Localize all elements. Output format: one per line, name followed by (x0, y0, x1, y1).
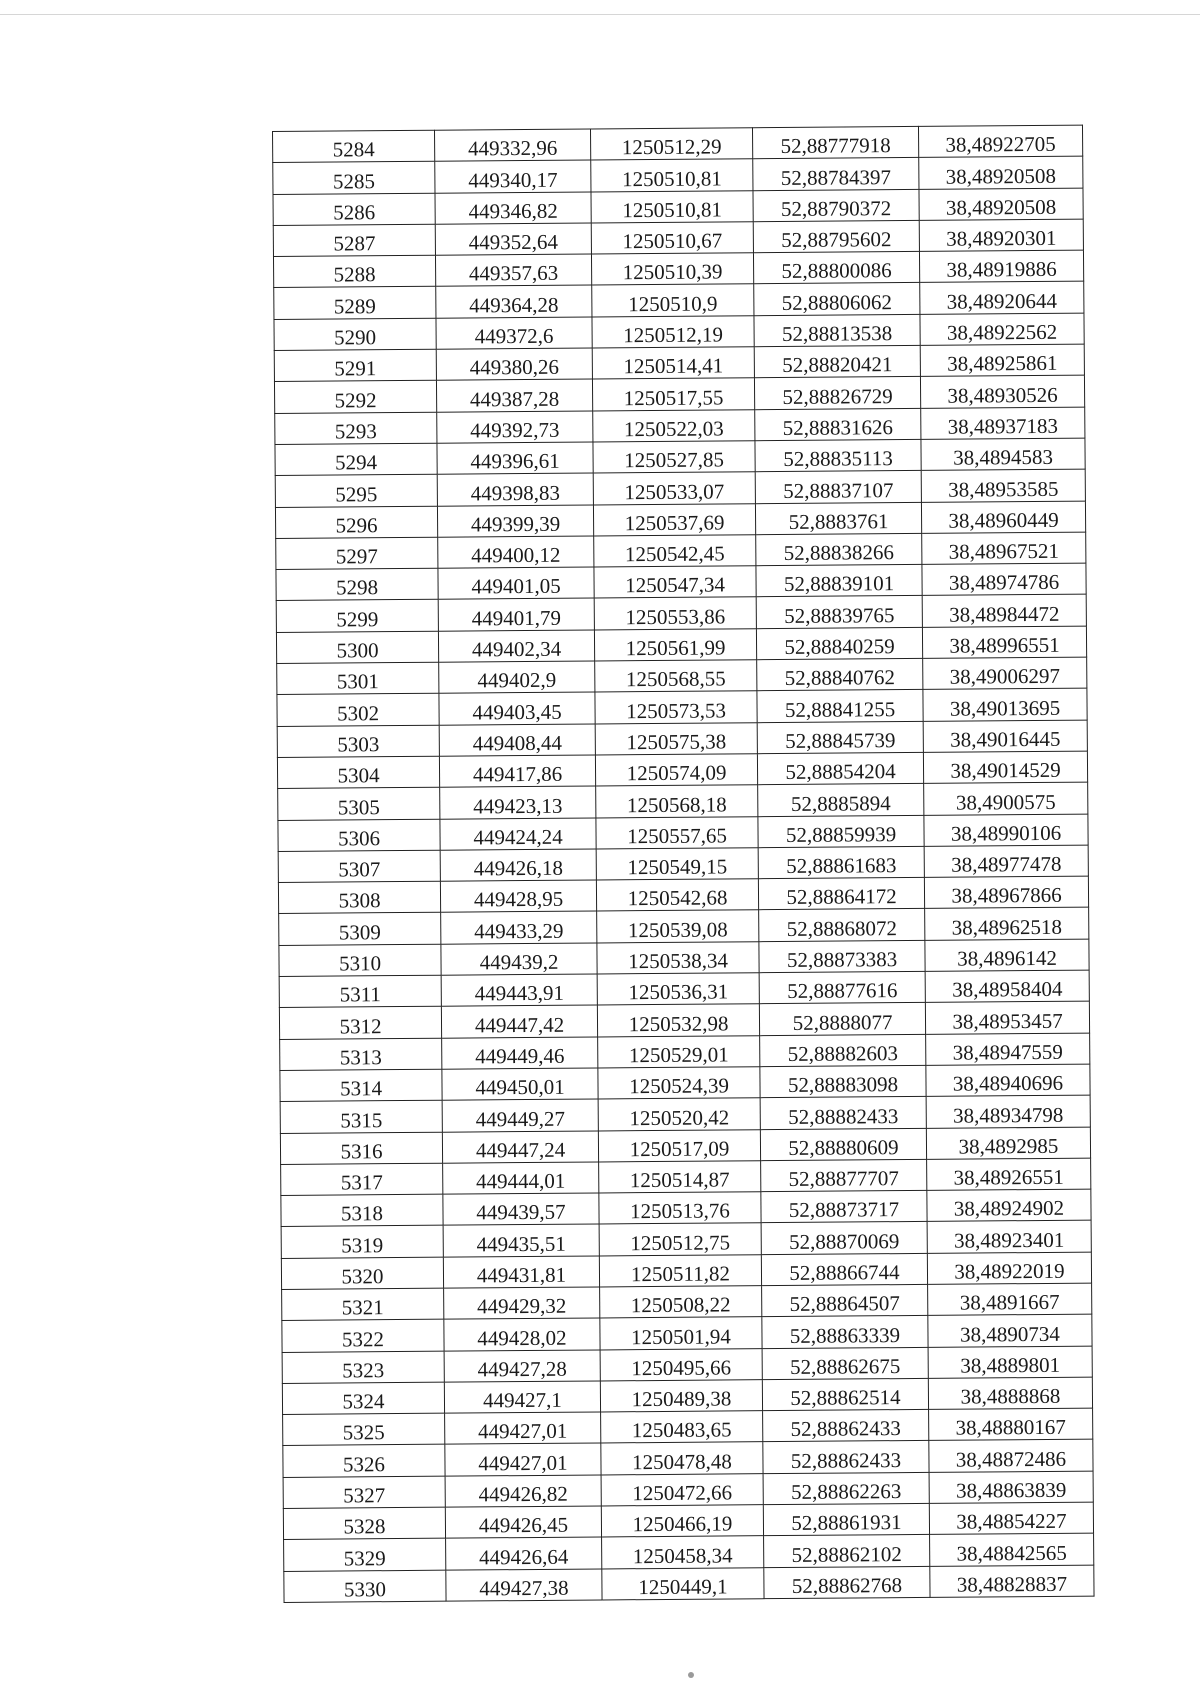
scan-edge-line (0, 14, 1200, 15)
latitude-cell: 52,88882603 (760, 1034, 926, 1067)
x-coordinate-cell: 449401,05 (438, 567, 594, 600)
x-coordinate-cell: 449400,12 (438, 536, 594, 569)
x-coordinate-cell: 449392,73 (437, 411, 593, 444)
longitude-cell: 38,48920508 (919, 156, 1083, 189)
point-number-cell: 5320 (281, 1257, 443, 1290)
x-coordinate-cell: 449357,63 (435, 254, 591, 287)
longitude-cell: 38,4889801 (928, 1346, 1092, 1379)
longitude-cell: 38,48947559 (926, 1033, 1090, 1066)
point-number-cell: 5327 (283, 1476, 445, 1509)
latitude-cell: 52,88862433 (763, 1441, 929, 1474)
longitude-cell: 38,48967866 (924, 876, 1088, 909)
point-number-cell: 5287 (273, 224, 435, 257)
y-coordinate-cell: 1250512,75 (599, 1223, 761, 1256)
y-coordinate-cell: 1250549,15 (596, 848, 758, 881)
latitude-cell: 52,88831626 (755, 408, 921, 441)
longitude-cell: 38,48919886 (919, 250, 1083, 283)
latitude-cell: 52,8888077 (759, 1003, 925, 1036)
y-coordinate-cell: 1250527,85 (593, 441, 755, 474)
x-coordinate-cell: 449426,18 (440, 849, 596, 882)
longitude-cell: 38,48958404 (925, 970, 1089, 1003)
x-coordinate-cell: 449398,83 (437, 473, 593, 506)
y-coordinate-cell: 1250501,94 (600, 1317, 762, 1350)
point-number-cell: 5310 (279, 944, 441, 977)
longitude-cell: 38,48930526 (920, 376, 1084, 409)
point-number-cell: 5293 (275, 412, 437, 445)
longitude-cell: 38,49006297 (923, 657, 1087, 690)
point-number-cell: 5290 (274, 318, 436, 351)
latitude-cell: 52,88806062 (754, 283, 920, 316)
longitude-cell: 38,48854227 (929, 1502, 1093, 1535)
longitude-cell: 38,48920644 (920, 282, 1084, 315)
x-coordinate-cell: 449426,64 (446, 1537, 602, 1570)
latitude-cell: 52,88859939 (758, 815, 924, 848)
point-number-cell: 5289 (274, 287, 436, 320)
longitude-cell: 38,48934798 (926, 1095, 1090, 1128)
y-coordinate-cell: 1250510,81 (591, 190, 753, 223)
point-number-cell: 5301 (277, 662, 439, 695)
x-coordinate-cell: 449450,01 (442, 1068, 598, 1101)
y-coordinate-cell: 1250517,55 (592, 378, 754, 411)
point-number-cell: 5297 (276, 537, 438, 570)
longitude-cell: 38,4900575 (924, 782, 1088, 815)
y-coordinate-cell: 1250539,08 (597, 910, 759, 943)
x-coordinate-cell: 449428,02 (444, 1318, 600, 1351)
latitude-cell: 52,88873717 (761, 1190, 927, 1223)
longitude-cell: 38,4891667 (928, 1283, 1092, 1316)
latitude-cell: 52,88868072 (759, 909, 925, 942)
y-coordinate-cell: 1250513,76 (599, 1192, 761, 1225)
y-coordinate-cell: 1250510,9 (592, 284, 754, 317)
latitude-cell: 52,88866744 (761, 1253, 927, 1286)
longitude-cell: 38,48990106 (924, 814, 1088, 847)
y-coordinate-cell: 1250542,68 (596, 879, 758, 912)
x-coordinate-cell: 449332,96 (434, 129, 590, 162)
x-coordinate-cell: 449346,82 (435, 192, 591, 225)
longitude-cell: 38,48922705 (918, 125, 1082, 158)
y-coordinate-cell: 1250510,67 (591, 222, 753, 255)
longitude-cell: 38,48842565 (930, 1533, 1094, 1566)
y-coordinate-cell: 1250472,66 (601, 1473, 763, 1506)
longitude-cell: 38,48967521 (922, 532, 1086, 565)
longitude-cell: 38,48926551 (927, 1158, 1091, 1191)
x-coordinate-cell: 449429,32 (444, 1287, 600, 1320)
latitude-cell: 52,88862102 (764, 1535, 930, 1568)
y-coordinate-cell: 1250575,38 (595, 722, 757, 755)
y-coordinate-cell: 1250568,18 (596, 785, 758, 818)
longitude-cell: 38,49013695 (923, 688, 1087, 721)
latitude-cell: 52,88862433 (763, 1410, 929, 1443)
longitude-cell: 38,48996551 (922, 626, 1086, 659)
longitude-cell: 38,4890734 (928, 1314, 1092, 1347)
longitude-cell: 38,48940696 (926, 1064, 1090, 1097)
y-coordinate-cell: 1250483,65 (601, 1411, 763, 1444)
longitude-cell: 38,48974786 (922, 563, 1086, 596)
x-coordinate-cell: 449387,28 (436, 379, 592, 412)
longitude-cell: 38,48962518 (925, 908, 1089, 941)
point-number-cell: 5324 (282, 1382, 444, 1415)
point-number-cell: 5294 (275, 443, 437, 476)
y-coordinate-cell: 1250489,38 (600, 1380, 762, 1413)
latitude-cell: 52,88800086 (753, 252, 919, 285)
longitude-cell: 38,48863839 (929, 1471, 1093, 1504)
y-coordinate-cell: 1250542,45 (594, 535, 756, 568)
latitude-cell: 52,88864172 (758, 878, 924, 911)
latitude-cell: 52,88854204 (757, 752, 923, 785)
y-coordinate-cell: 1250568,55 (595, 660, 757, 693)
latitude-cell: 52,88862263 (763, 1472, 929, 1505)
latitude-cell: 52,88877616 (759, 971, 925, 1004)
point-number-cell: 5316 (280, 1132, 442, 1165)
x-coordinate-cell: 449444,01 (443, 1162, 599, 1195)
y-coordinate-cell: 1250532,98 (597, 1004, 759, 1037)
point-number-cell: 5319 (281, 1226, 443, 1259)
x-coordinate-cell: 449401,79 (438, 598, 594, 631)
latitude-cell: 52,88813538 (754, 314, 920, 347)
longitude-cell: 38,48872486 (929, 1440, 1093, 1473)
x-coordinate-cell: 449372,6 (436, 317, 592, 350)
x-coordinate-cell: 449399,39 (437, 505, 593, 538)
y-coordinate-cell: 1250538,34 (597, 941, 759, 974)
y-coordinate-cell: 1250478,48 (601, 1442, 763, 1475)
y-coordinate-cell: 1250510,39 (591, 253, 753, 286)
longitude-cell: 38,48923401 (927, 1220, 1091, 1253)
latitude-cell: 52,88840762 (757, 658, 923, 691)
point-number-cell: 5309 (279, 913, 441, 946)
latitude-cell: 52,88835113 (755, 439, 921, 472)
x-coordinate-cell: 449403,45 (439, 692, 595, 725)
x-coordinate-cell: 449439,2 (441, 943, 597, 976)
x-coordinate-cell: 449380,26 (436, 348, 592, 381)
longitude-cell: 38,48925861 (920, 344, 1084, 377)
point-number-cell: 5308 (278, 881, 440, 914)
x-coordinate-cell: 449443,91 (441, 974, 597, 1007)
point-number-cell: 5298 (276, 568, 438, 601)
x-coordinate-cell: 449428,95 (440, 880, 596, 913)
x-coordinate-cell: 449449,46 (442, 1037, 598, 1070)
point-number-cell: 5306 (278, 819, 440, 852)
y-coordinate-cell: 1250529,01 (598, 1035, 760, 1068)
latitude-cell: 52,88864507 (762, 1284, 928, 1317)
y-coordinate-cell: 1250522,03 (593, 409, 755, 442)
y-coordinate-cell: 1250512,19 (592, 316, 754, 349)
x-coordinate-cell: 449396,61 (437, 442, 593, 475)
y-coordinate-cell: 1250574,09 (595, 754, 757, 787)
x-coordinate-cell: 449431,81 (443, 1256, 599, 1289)
latitude-cell: 52,88861931 (763, 1503, 929, 1536)
x-coordinate-cell: 449427,1 (444, 1381, 600, 1414)
point-number-cell: 5295 (275, 474, 437, 507)
y-coordinate-cell: 1250449,1 (602, 1567, 764, 1600)
x-coordinate-cell: 449426,82 (445, 1475, 601, 1508)
latitude-cell: 52,88873383 (759, 940, 925, 973)
x-coordinate-cell: 449447,24 (442, 1130, 598, 1163)
latitude-cell: 52,88880609 (760, 1128, 926, 1161)
point-number-cell: 5328 (283, 1507, 445, 1540)
latitude-cell: 52,88883098 (760, 1065, 926, 1098)
point-number-cell: 5311 (279, 975, 441, 1008)
longitude-cell: 38,48920508 (919, 188, 1083, 221)
x-coordinate-cell: 449449,27 (442, 1099, 598, 1132)
x-coordinate-cell: 449433,29 (441, 911, 597, 944)
longitude-cell: 38,48977478 (924, 845, 1088, 878)
latitude-cell: 52,88862675 (762, 1347, 928, 1380)
y-coordinate-cell: 1250514,41 (592, 347, 754, 380)
y-coordinate-cell: 1250533,07 (593, 472, 755, 505)
x-coordinate-cell: 449439,57 (443, 1193, 599, 1226)
x-coordinate-cell: 449417,86 (439, 755, 595, 788)
point-number-cell: 5312 (279, 1007, 441, 1040)
point-number-cell: 5302 (277, 694, 439, 727)
latitude-cell: 52,88826729 (754, 377, 920, 410)
point-number-cell: 5313 (280, 1038, 442, 1071)
x-coordinate-cell: 449423,13 (440, 786, 596, 819)
x-coordinate-cell: 449402,34 (438, 630, 594, 663)
x-coordinate-cell: 449435,51 (443, 1224, 599, 1257)
y-coordinate-cell: 1250517,09 (598, 1129, 760, 1162)
longitude-cell: 38,4892985 (926, 1127, 1090, 1160)
latitude-cell: 52,8883761 (755, 502, 921, 535)
point-number-cell: 5330 (284, 1570, 446, 1603)
x-coordinate-cell: 449340,17 (435, 160, 591, 193)
y-coordinate-cell: 1250512,29 (590, 128, 752, 161)
longitude-cell: 38,48984472 (922, 595, 1086, 628)
table-row (284, 1565, 1094, 1603)
latitude-cell: 52,88861683 (758, 846, 924, 879)
y-coordinate-cell: 1250458,34 (602, 1536, 764, 1569)
coordinates-table (272, 125, 1095, 1603)
latitude-cell: 52,88877707 (761, 1159, 927, 1192)
y-coordinate-cell: 1250510,81 (591, 159, 753, 192)
x-coordinate-cell: 449352,64 (435, 223, 591, 256)
longitude-cell: 38,4896142 (925, 939, 1089, 972)
point-number-cell: 5296 (275, 506, 437, 539)
longitude-cell: 38,48920301 (919, 219, 1083, 252)
point-number-cell: 5325 (283, 1413, 445, 1446)
y-coordinate-cell: 1250511,82 (599, 1254, 761, 1287)
longitude-cell: 38,48880167 (929, 1408, 1093, 1441)
point-number-cell: 5317 (281, 1163, 443, 1196)
point-number-cell: 5329 (284, 1539, 446, 1572)
x-coordinate-cell: 449427,38 (446, 1569, 602, 1602)
y-coordinate-cell: 1250520,42 (598, 1098, 760, 1131)
latitude-cell: 52,88784397 (753, 158, 919, 191)
latitude-cell: 52,88795602 (753, 220, 919, 253)
y-coordinate-cell: 1250547,34 (594, 566, 756, 599)
latitude-cell: 52,88841255 (757, 690, 923, 723)
point-number-cell: 5305 (278, 787, 440, 820)
x-coordinate-cell: 449402,9 (439, 661, 595, 694)
longitude-cell: 38,48960449 (921, 501, 1085, 534)
x-coordinate-cell: 449364,28 (436, 285, 592, 318)
x-coordinate-cell: 449408,44 (439, 724, 595, 757)
y-coordinate-cell: 1250553,86 (594, 597, 756, 630)
y-coordinate-cell: 1250508,22 (600, 1286, 762, 1319)
x-coordinate-cell: 449427,01 (445, 1412, 601, 1445)
longitude-cell: 38,48937183 (921, 407, 1085, 440)
point-number-cell: 5314 (280, 1069, 442, 1102)
point-number-cell: 5299 (276, 600, 438, 633)
point-number-cell: 5292 (274, 381, 436, 414)
longitude-cell: 38,49016445 (923, 720, 1087, 753)
latitude-cell: 52,88870069 (761, 1222, 927, 1255)
point-number-cell: 5286 (273, 193, 435, 226)
coordinates-table-body (273, 125, 1095, 1602)
point-number-cell: 5300 (276, 631, 438, 664)
point-number-cell: 5304 (277, 756, 439, 789)
longitude-cell: 38,48953585 (921, 469, 1085, 502)
point-number-cell: 5303 (277, 725, 439, 758)
point-number-cell: 5315 (280, 1100, 442, 1133)
latitude-cell: 52,88862514 (762, 1378, 928, 1411)
longitude-cell: 38,48828837 (930, 1565, 1094, 1598)
longitude-cell: 38,48922019 (927, 1252, 1091, 1285)
latitude-cell: 52,8885894 (758, 784, 924, 817)
point-number-cell: 5284 (273, 130, 435, 163)
point-number-cell: 5318 (281, 1194, 443, 1227)
latitude-cell: 52,88862768 (764, 1566, 930, 1599)
latitude-cell: 52,88838266 (756, 533, 922, 566)
x-coordinate-cell: 449426,45 (445, 1506, 601, 1539)
latitude-cell: 52,88839765 (756, 596, 922, 629)
x-coordinate-cell: 449424,24 (440, 818, 596, 851)
longitude-cell: 38,4888868 (928, 1377, 1092, 1410)
latitude-cell: 52,88790372 (753, 189, 919, 222)
latitude-cell: 52,88777918 (752, 126, 918, 159)
y-coordinate-cell: 1250561,99 (594, 628, 756, 661)
point-number-cell: 5326 (283, 1445, 445, 1478)
x-coordinate-cell: 449447,42 (441, 1005, 597, 1038)
point-number-cell: 5288 (273, 255, 435, 288)
latitude-cell: 52,88882433 (760, 1097, 926, 1130)
y-coordinate-cell: 1250557,65 (596, 816, 758, 849)
point-number-cell: 5323 (282, 1351, 444, 1384)
y-coordinate-cell: 1250524,39 (598, 1067, 760, 1100)
latitude-cell: 52,88837107 (755, 471, 921, 504)
point-number-cell: 5307 (278, 850, 440, 883)
y-coordinate-cell: 1250514,87 (599, 1160, 761, 1193)
longitude-cell: 38,49014529 (923, 751, 1087, 784)
latitude-cell: 52,88863339 (762, 1316, 928, 1349)
x-coordinate-cell: 449427,28 (444, 1350, 600, 1383)
y-coordinate-cell: 1250573,53 (595, 691, 757, 724)
scan-dot-mark (688, 1672, 694, 1678)
longitude-cell: 38,48924902 (927, 1189, 1091, 1222)
latitude-cell: 52,88839101 (756, 565, 922, 598)
y-coordinate-cell: 1250466,19 (601, 1505, 763, 1538)
longitude-cell: 38,4894583 (921, 438, 1085, 471)
point-number-cell: 5285 (273, 162, 435, 195)
latitude-cell: 52,88845739 (757, 721, 923, 754)
y-coordinate-cell: 1250536,31 (597, 973, 759, 1006)
point-number-cell: 5322 (282, 1319, 444, 1352)
point-number-cell: 5291 (274, 349, 436, 382)
x-coordinate-cell: 449427,01 (445, 1443, 601, 1476)
longitude-cell: 38,48922562 (920, 313, 1084, 346)
latitude-cell: 52,88820421 (754, 345, 920, 378)
latitude-cell: 52,88840259 (756, 627, 922, 660)
y-coordinate-cell: 1250495,66 (600, 1348, 762, 1381)
point-number-cell: 5321 (282, 1288, 444, 1321)
y-coordinate-cell: 1250537,69 (593, 503, 755, 536)
longitude-cell: 38,48953457 (925, 1001, 1089, 1034)
